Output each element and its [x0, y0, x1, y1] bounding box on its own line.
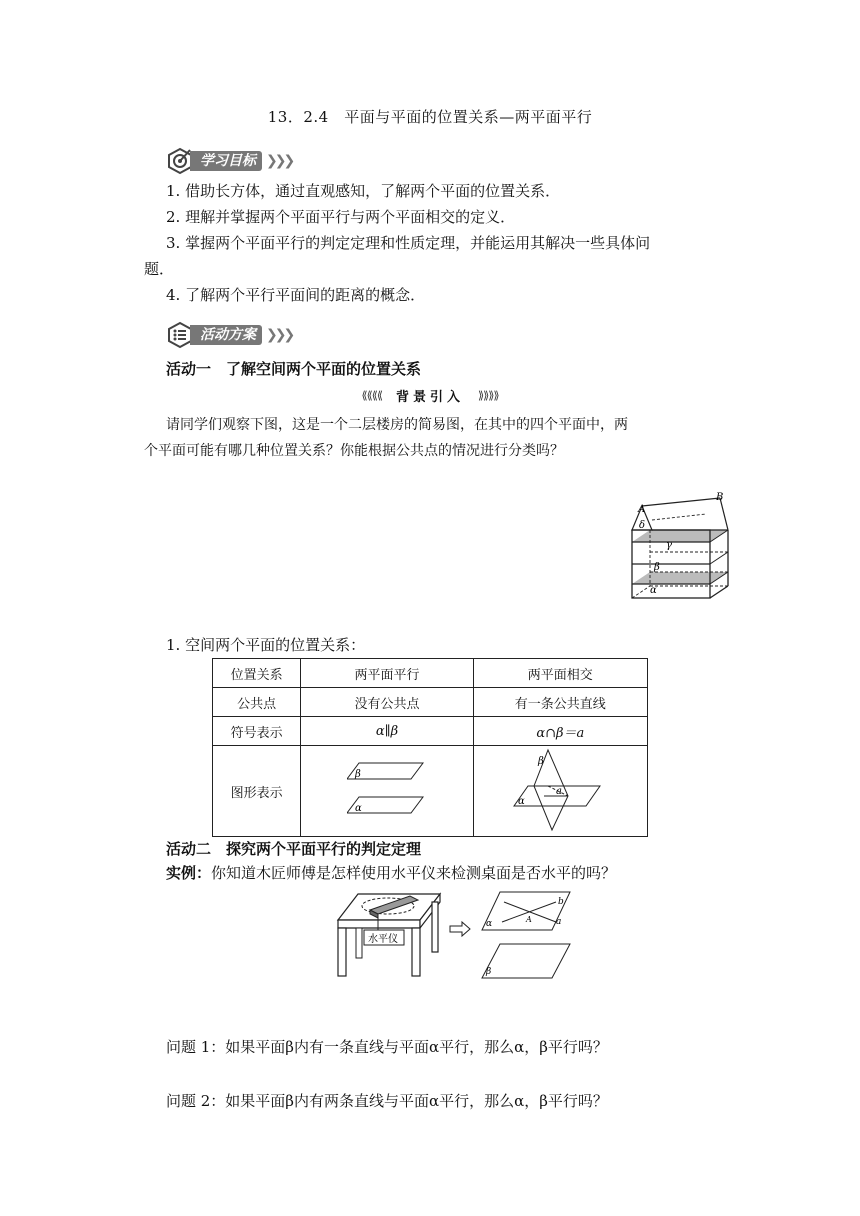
plane-beta-label: β	[486, 967, 492, 977]
plane-beta-label: β	[354, 769, 361, 780]
table-cell: 符号表示	[213, 717, 301, 746]
page-title: 13．2.4 平面与平面的位置关系—两平面平行	[267, 108, 593, 126]
table-header-cell: 两平面平行	[301, 659, 473, 688]
relation-heading: 1. 空间两个平面的位置关系：	[166, 636, 366, 654]
table-cell: α∩β＝a	[473, 717, 647, 746]
label-alpha: α	[650, 585, 657, 596]
parallel-planes-figure	[347, 759, 427, 819]
intro-line-2: 个平面可能有哪几种位置关系？你能根据公共点的情况进行分类吗？	[144, 443, 564, 459]
line-b-label: b	[558, 897, 564, 907]
table-header-cell: 两平面相交	[473, 659, 647, 688]
goal-1: 1. 借助长方体，通过直观感知，了解两个平面的位置关系．	[166, 182, 561, 200]
question-2: 问题 2：如果平面β内有两条直线与平面α平行，那么α，β平行吗？	[166, 1092, 608, 1110]
activity-2-heading: 活动二 探究两个平面平行的判定定理	[166, 840, 422, 858]
plan-banner	[166, 322, 292, 348]
table-cell: 图形表示	[213, 746, 301, 837]
left-ornament-icon: ⟪⟪⟪⟪	[361, 388, 382, 402]
example-label: 实例：	[166, 864, 212, 882]
table-cell: 有一条公共直线	[473, 688, 647, 717]
goal-3: 3. 掌握两个平面平行的判定定理和性质定理，并能运用其解决一些具体问	[166, 234, 651, 252]
label-gamma: γ	[666, 540, 672, 551]
table-cell: 没有公共点	[301, 688, 473, 717]
label-beta: β	[654, 562, 660, 573]
chevron-right-icon: ❯❯❯	[266, 327, 293, 343]
table-row	[213, 717, 648, 746]
table-row	[213, 688, 648, 717]
activity-1-heading: 活动一 了解空间两个平面的位置关系	[166, 360, 422, 378]
relation-table	[212, 658, 648, 837]
line-a-label: a	[556, 917, 562, 927]
intersecting-planes-figure	[510, 746, 610, 832]
intro-line-1: 请同学们观察下图，这是一个二层楼房的简易图，在其中的四个平面中，两	[166, 417, 628, 433]
goal-3-cont: 题．	[144, 260, 175, 278]
label-B: B	[716, 492, 724, 503]
point-A-label: A	[526, 915, 532, 924]
plane-alpha-label: α	[518, 796, 526, 807]
goal-2: 2. 理解并掌握两个平面平行与两个平面相交的定义．	[166, 208, 516, 226]
plane-alpha-label: α	[354, 803, 362, 814]
plane-alpha-label: α	[486, 919, 493, 929]
intro-divider	[330, 386, 530, 404]
example-line	[166, 862, 730, 884]
house-figure	[620, 490, 740, 608]
chevron-right-icon: ❯❯❯	[266, 153, 293, 169]
table-cell: α∥β	[301, 717, 473, 746]
example-text: 你知道木匠师傅是怎样使用水平仪来检测桌面是否水平的吗？	[211, 864, 617, 882]
line-a-label: a	[556, 786, 563, 797]
question-1: 问题 1：如果平面β内有一条直线与平面α平行，那么α，β平行吗？	[166, 1038, 608, 1056]
level-label: 水平仪	[368, 934, 398, 945]
table-header-cell: 位置关系	[213, 659, 301, 688]
level-figure	[330, 888, 580, 980]
table-row	[213, 746, 648, 837]
label-delta: δ	[639, 520, 646, 531]
goals-banner	[166, 148, 292, 174]
plane-beta-label: β	[538, 756, 545, 767]
goals-banner-label: 学习目标	[190, 151, 262, 171]
goal-4: 4. 了解两个平行平面间的距离的概念．	[166, 286, 426, 304]
label-A: A	[638, 504, 646, 515]
right-ornament-icon: ⟫⟫⟫⟫	[478, 388, 499, 402]
table-row	[213, 659, 648, 688]
arrow-right-icon	[450, 922, 470, 936]
intersecting-planes-cell	[473, 746, 647, 837]
table-cell: 公共点	[213, 688, 301, 717]
intro-label: 背景引入	[395, 389, 464, 405]
plan-banner-label: 活动方案	[190, 325, 262, 345]
parallel-planes-cell	[301, 746, 473, 837]
